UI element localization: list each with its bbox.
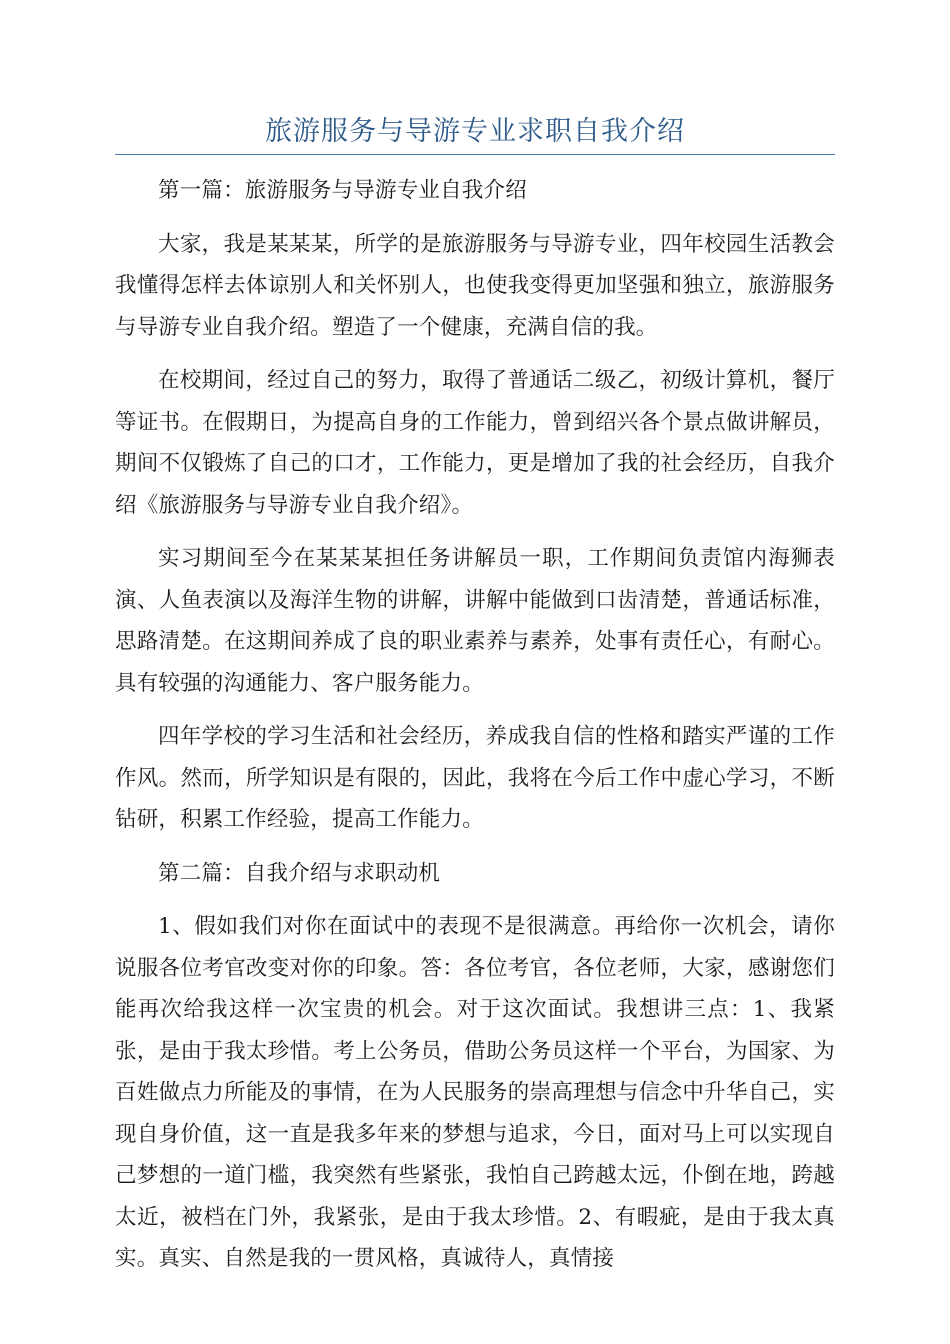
document-body <box>115 170 835 1292</box>
paragraph: 在校期间，经过自己的努力，取得了普通话二级乙，初级计算机，餐厅等证书。在假期日，为提高自身的工作能力，曾到绍兴各个景点做讲解员，期间不仅锻炼了自己的口才，工作能力，更是增加了我的社会经历，自我介绍《旅游服务与导游专业自我介绍》。 <box>115 368 835 518</box>
paragraph: 大家，我是某某某，所学的是旅游服务与导游专业，四年校园生活教会我懂得怎样去体谅别人和关怀别人，也使我变得更加坚强和独立，旅游服务与导游专业自我介绍。塑造了一个健康，充满自信的我。 <box>115 231 835 340</box>
paragraph: 实习期间至今在某某某担任务讲解员一职，工作期间负责馆内海狮表演、人鱼表演以及海洋生物的讲解，讲解中能做到口齿清楚，普通话标准，思路清楚。在这期间养成了良的职业素养与素养，处事有责任心，有耐心。具有较强的沟通能力、客户服务能力。 <box>115 546 835 696</box>
title-underline <box>115 154 835 155</box>
paragraph: 1、假如我们对你在面试中的表现不是很满意。再给你一次机会，请你说服各位考官改变对你的印象。答：各位考官，各位老师，大家，感谢您们能再次给我这样一次宝贵的机会。对于这次面试。我想讲三点：1、我紧张，是由于我太珍惜。考上公务员，借助公务员这样一个平台，为国家、为百姓做点力所能及的事情，在为人民服务的崇高理想与信念中升华自己，实现自身价值，这一直是我多年来的梦想与追求，今日，面对马上可以实现自己梦想的一道门槛，我突然有些紧张，我怕自己跨越太远，仆倒在地，跨越太近，被档在门外，我紧张，是由于我太珍惜。2、有暇疵，是由于我太真实。真实、自然是我的一贯风格，真诚待人，真情接 <box>115 914 835 1271</box>
section-heading-2: 第二篇：自我介绍与求职动机 <box>158 860 441 886</box>
section-heading-1: 第一篇：旅游服务与导游专业自我介绍 <box>158 178 527 203</box>
paragraph: 四年学校的学习生活和社会经历，养成我自信的性格和踏实严谨的工作作风。然而，所学知识是有限的，因此，我将在今后工作中虚心学习，不断钻研，积累工作经验，提高工作能力。 <box>115 724 835 832</box>
document-title: 旅游服务与导游专业求职自我介绍 <box>265 116 685 147</box>
